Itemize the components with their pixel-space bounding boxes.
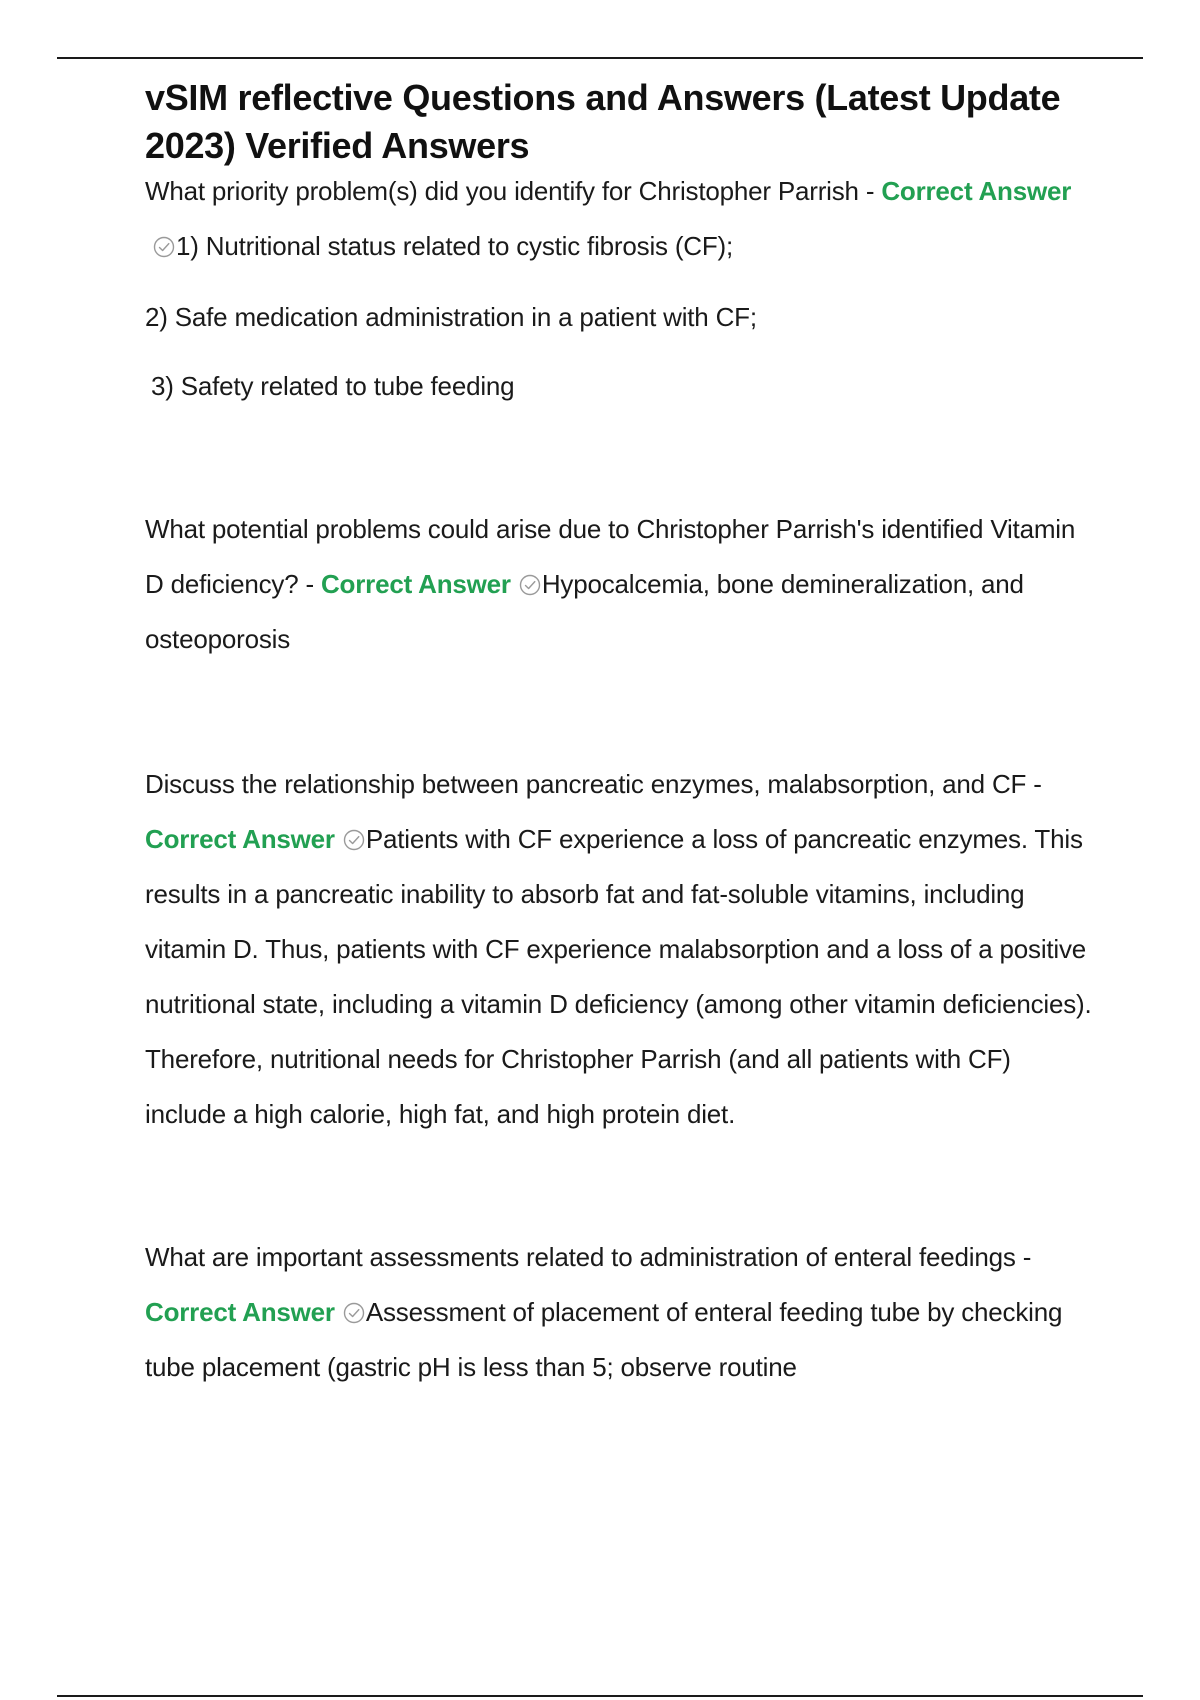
document-title: vSIM reflective Questions and Answers (Latest Update 2023) Verified Answers: [145, 77, 1061, 166]
qa-item-1: [145, 164, 1095, 274]
bottom-rule: [57, 1695, 1143, 1697]
top-rule: [57, 57, 1143, 59]
question-text: Discuss the relationship between pancreatic enzymes, malabsorption, and CF -: [145, 769, 1042, 799]
qa-item-4: [145, 1230, 1095, 1395]
correct-answer-label: Correct Answer: [881, 176, 1072, 206]
question-text: What priority problem(s) did you identify for Christopher Parrish -: [145, 176, 882, 206]
question-text: What potential problems could arise due to Christopher Parrish's identified Vitamin D deficiency? -: [145, 514, 1076, 599]
correct-answer-label: Correct Answer: [320, 569, 511, 599]
check-circle-icon: [519, 574, 541, 596]
answer-line-2: 2) Safe medication administration in a patient with CF;: [145, 302, 757, 332]
qa-item-3: [145, 757, 1095, 1142]
question-text: What are important assessments related to administration of enteral feedings -: [145, 1242, 1032, 1272]
check-circle-icon: [343, 1302, 365, 1324]
correct-answer-label: Correct Answer: [145, 1297, 335, 1327]
answer-text: Patients with CF experience a loss of pancreatic enzymes. This results in a pancreatic inability to absorb fat and fat-soluble vitamins, including vitamin D. Thus, patients with CF experience malabsorption and a loss of a positive nutritional state, including a vitamin D deficiency (among other vitamin deficiencies). Therefore, nutritional needs for Christopher Parrish (and all patients with CF) include a high calorie, high fat, and high protein diet.: [145, 824, 1092, 1129]
correct-answer-label: Correct Answer: [145, 824, 335, 854]
check-circle-icon: [343, 829, 365, 851]
document-page: [145, 74, 1095, 1395]
answer-line-3: 3) Safety related to tube feeding: [151, 371, 515, 401]
answer-text: Assessment of placement of enteral feeding tube by checking tube placement (gastric pH is less than 5; observe routine: [145, 1297, 1063, 1382]
check-circle-icon: [153, 236, 175, 258]
answer-text: 1) Nutritional status related to cystic fibrosis (CF);: [176, 231, 734, 261]
qa-item-2: [145, 502, 1095, 667]
answer-text: Hypocalcemia, bone demineralization, and osteoporosis: [145, 569, 1024, 654]
